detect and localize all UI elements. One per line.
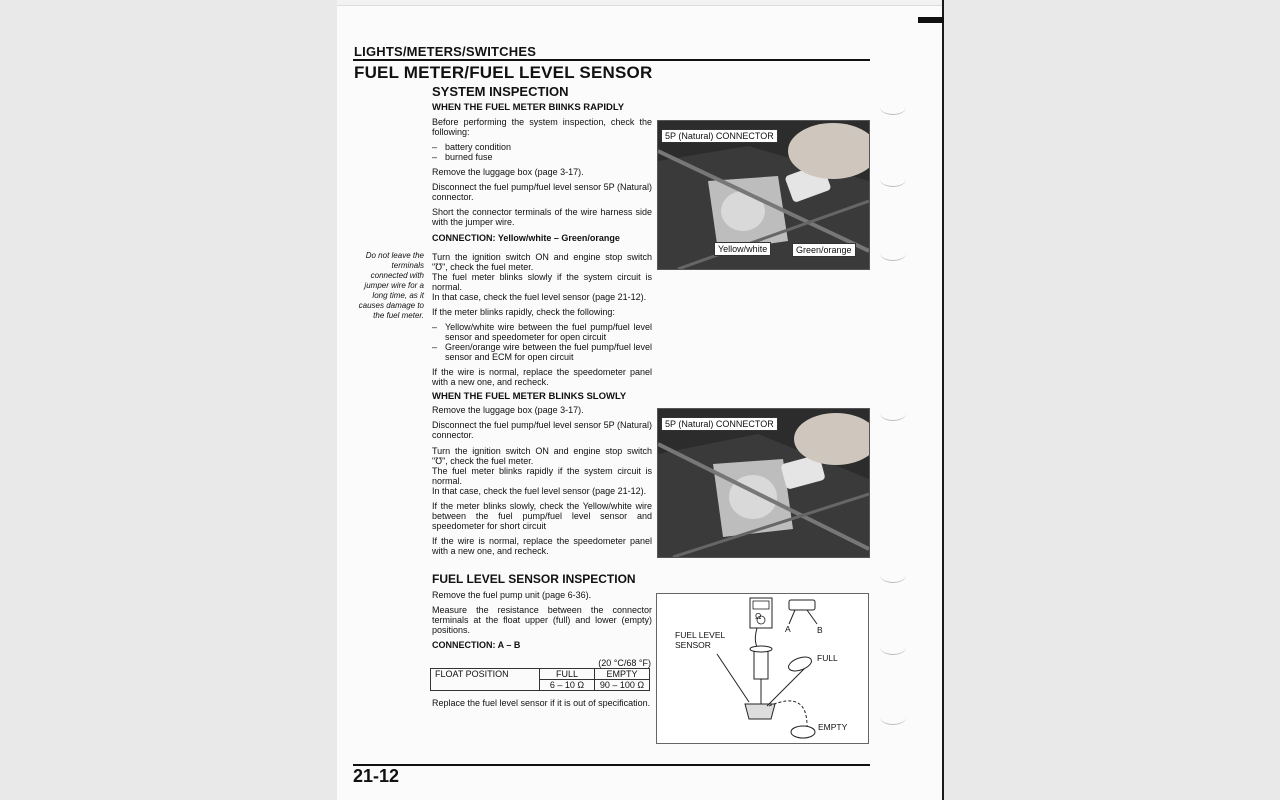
connector-photo-2-image [658, 409, 869, 557]
binding-hole [880, 172, 906, 187]
slow-step-2: Disconnect the fuel pump/fuel level sensor 5P (Natural) connector. [432, 420, 652, 440]
side-caution-note: Do not leave the terminals connected with jumper wire for a long time, as it causes damage to the fuel meter. [358, 251, 424, 320]
slow-step-3c: In that case, check the fuel level sensor (page 21-12). [432, 486, 647, 496]
section-tab-marker [918, 17, 944, 23]
rapid-step-5: If the meter blinks rapidly, check the following: [432, 307, 615, 317]
fault-list [432, 322, 652, 362]
resistance-spec-table [430, 668, 650, 691]
slow-step-4: If the meter blinks slowly, check the Yellow/white wire between the fuel pump/fuel level sensor and speedometer for short circuit [432, 501, 652, 531]
table-row [431, 669, 650, 680]
page-title: FUEL METER/FUEL LEVEL SENSOR [354, 63, 653, 82]
table-header-empty: EMPTY [595, 669, 650, 680]
wire-label-yellow-white: Yellow/white [714, 242, 771, 256]
terminal-a-label: A [785, 624, 791, 634]
check-list [432, 142, 652, 162]
wire-label-green-orange: Green/orange [792, 243, 856, 257]
float-full-label: FULL [817, 653, 838, 663]
rapid-step-2: Disconnect the fuel pump/fuel level sensor 5P (Natural) connector. [432, 182, 652, 202]
sensor-step-1: Remove the fuel pump unit (page 6-36). [432, 590, 592, 600]
sensor-step-2: Measure the resistance between the connector terminals at the float upper (full) and lower (empty) positions. [432, 605, 652, 635]
rapid-step-4a: Turn the ignition switch ON and engine stop switch "℧", check the fuel meter. [432, 252, 652, 272]
binding-hole [880, 406, 906, 421]
section-title: LIGHTS/METERS/SWITCHES [354, 44, 537, 59]
sensor-diagram-drawing [657, 594, 868, 743]
fuel-level-sensor-diagram [656, 593, 869, 744]
binding-hole [880, 246, 906, 261]
rapid-step-3: Short the connector terminals of the wire harness side with the jumper wire. [432, 207, 652, 227]
binding-hole [880, 640, 906, 655]
rapid-blink-heading: WHEN THE FUEL METER BIINKS RAPIDLY [432, 102, 625, 113]
table-header-full: FULL [540, 669, 595, 680]
rapid-step-6: If the wire is normal, replace the speedometer panel with a new one, and recheck. [432, 367, 652, 387]
rapid-intro: Before performing the system inspection, check the following: [432, 117, 652, 137]
slow-step-3a: Turn the ignition switch ON and engine stop switch "℧", check the fuel meter. [432, 446, 652, 466]
float-empty-label: EMPTY [818, 722, 848, 732]
sensor-connection: CONNECTION: A – B [432, 640, 521, 650]
connector-photo-2 [657, 408, 870, 558]
temperature-note: (20 °C/68 °F) [598, 658, 651, 668]
header-rule [353, 59, 870, 61]
binding-hole [880, 710, 906, 725]
slow-step-3b: The fuel meter blinks rapidly if the system circuit is normal. [432, 466, 652, 486]
ohm-symbol: Ω [755, 611, 762, 621]
fuel-level-sensor-label: FUEL LEVEL SENSOR [675, 630, 725, 650]
table-cell-empty-value: 90 – 100 Ω [595, 680, 650, 691]
page-right-edge [942, 0, 944, 800]
binding-hole [880, 568, 906, 583]
slow-step-1: Remove the luggage box (page 3-17). [432, 405, 584, 415]
table-cell-full-value: 6 – 10 Ω [540, 680, 595, 691]
slow-blink-heading: WHEN THE FUEL METER BLINKS SLOWLY [432, 391, 627, 402]
list-item: – battery condition [432, 142, 652, 152]
sensor-step-3: Replace the fuel level sensor if it is out of specification. [432, 698, 651, 708]
rapid-step-4c: In that case, check the fuel level sensor (page 21-12). [432, 292, 647, 302]
connector-photo-1 [657, 120, 870, 270]
footer-rule [353, 764, 870, 766]
table-header-float-position: FLOAT POSITION [431, 669, 540, 691]
page-number: 21-12 [353, 766, 400, 786]
system-inspection-heading: SYSTEM INSPECTION [432, 84, 569, 99]
connector-label: 5P (Natural) CONNECTOR [661, 129, 778, 143]
list-item: – Green/orange wire between the fuel pump/fuel level sensor and ECM for open circuit [432, 342, 652, 362]
list-item: – Yellow/white wire between the fuel pump/fuel level sensor and speedometer for open circuit [432, 322, 652, 342]
rapid-step-4b: The fuel meter blinks slowly if the system circuit is normal. [432, 272, 652, 292]
rapid-connection: CONNECTION: Yellow/white – Green/orange [432, 233, 620, 243]
slow-step-5: If the wire is normal, replace the speedometer panel with a new one, and recheck. [432, 536, 652, 556]
rapid-step-1: Remove the luggage box (page 3-17). [432, 167, 584, 177]
connector-label: 5P (Natural) CONNECTOR [661, 417, 778, 431]
sensor-inspection-heading: FUEL LEVEL SENSOR INSPECTION [432, 572, 636, 586]
binding-hole [880, 100, 906, 115]
list-item: – burned fuse [432, 152, 652, 162]
terminal-b-label: B [817, 625, 823, 635]
page-top-edge [337, 0, 943, 6]
